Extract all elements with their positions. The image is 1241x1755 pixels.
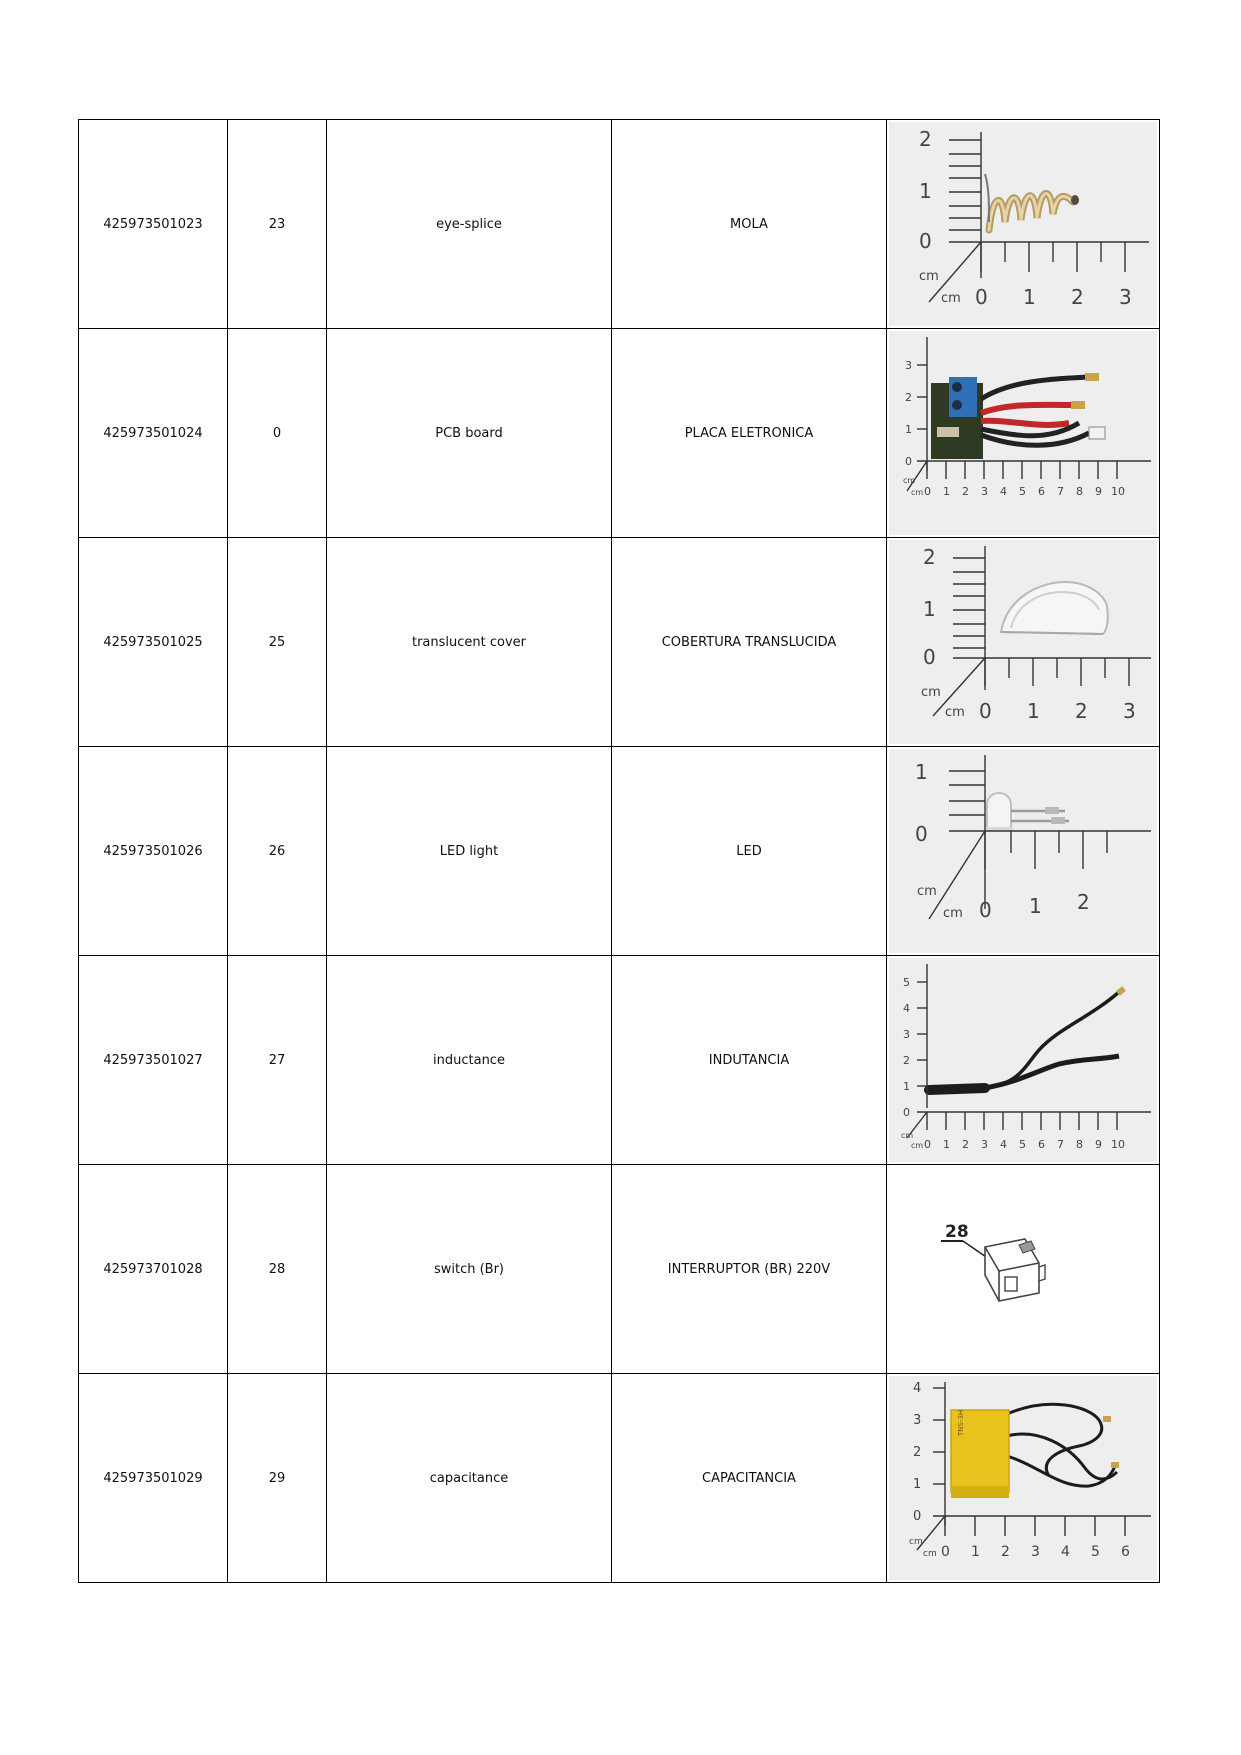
inductance-icon [929,986,1126,1090]
led-icon [985,793,1069,831]
part-photo [887,956,1160,1165]
tick-label: 2 [919,127,932,151]
tick-label: 4 [1061,1544,1070,1560]
tick-label: 0 [979,898,992,922]
item-number: 28 [228,1165,327,1374]
photo-frame [889,122,1157,326]
tick-label: 4 [1000,1138,1007,1151]
item-number: 27 [228,956,327,1165]
tick-label: 3 [1031,1544,1040,1560]
description-pt: INDUTANCIA [612,956,887,1165]
description-en: LED light [327,747,612,956]
tick-label: 0 [924,1138,931,1151]
tick-label: 8 [1076,485,1083,498]
table-row [79,538,1160,747]
part-code: 425973701028 [79,1165,228,1374]
parts-table [78,119,1160,1583]
description-en: switch (Br) [327,1165,612,1374]
tick-label: 1 [913,1477,922,1492]
tick-label: 0 [903,1106,910,1119]
switch-drawing-icon [941,1222,1045,1301]
pcb-board-icon [931,373,1105,459]
tick-label: 1 [1027,699,1040,723]
photo-frame [889,540,1157,744]
tick-label: 1 [905,423,912,436]
table-row [79,1374,1160,1583]
tick-label: 3 [905,359,912,372]
tick-label: 9 [1095,485,1102,498]
photo-frame [889,1376,1157,1580]
part-photo [887,120,1160,329]
photo-frame [889,1167,1157,1371]
photo-frame [889,749,1157,953]
part-photo [887,747,1160,956]
item-number: 23 [228,120,327,329]
tick-label: 9 [1095,1138,1102,1151]
tick-label: 2 [903,1054,910,1067]
tick-label: 5 [1091,1544,1100,1560]
tick-label: 8 [1076,1138,1083,1151]
unit-label: cm [919,269,939,284]
tick-label: 6 [1038,1138,1045,1151]
table-row [79,329,1160,538]
tick-label: 2 [1075,699,1088,723]
tick-label: 0 [923,645,936,669]
unit-label: cm [909,1537,923,1547]
table-row [79,747,1160,956]
part-photo [887,538,1160,747]
tick-label: 4 [1000,485,1007,498]
tick-label: 2 [923,545,936,569]
table-row [79,1165,1160,1374]
tick-label: 0 [975,285,988,309]
pcb-photo [889,331,1157,535]
tick-label: 2 [962,485,969,498]
table-row [79,120,1160,329]
tick-label: 1 [923,597,936,621]
tick-label: 3 [1123,699,1136,723]
description-en: eye-splice [327,120,612,329]
description-en: capacitance [327,1374,612,1583]
tick-label: 7 [1057,1138,1064,1151]
table-row [79,956,1160,1165]
led-photo [889,749,1157,953]
cover-photo [889,540,1157,744]
tick-label: 5 [1019,1138,1026,1151]
description-pt: LED [612,747,887,956]
tick-label: 3 [981,1138,988,1151]
unit-label: cm [917,884,937,899]
part-code: 425973501026 [79,747,228,956]
tick-label: 1 [915,760,928,784]
tick-label: 0 [905,455,912,468]
inductance-photo [889,958,1157,1162]
description-pt: MOLA [612,120,887,329]
description-pt: INTERRUPTOR (BR) 220V [612,1165,887,1374]
tick-label: 1 [943,485,950,498]
part-code: 425973501029 [79,1374,228,1583]
tick-label: 5 [1019,485,1026,498]
description-pt: PLACA ELETRONICA [612,329,887,538]
tick-label: 5 [903,976,910,989]
item-number: 26 [228,747,327,956]
photo-frame [889,958,1157,1162]
part-code: 425973501023 [79,120,228,329]
photo-frame [889,331,1157,535]
tick-label: 2 [962,1138,969,1151]
unit-label: cm [921,685,941,700]
tick-label: 3 [981,485,988,498]
spring-photo [889,122,1157,326]
tick-label: 1 [919,179,932,203]
tick-label: 4 [903,1002,910,1015]
unit-label: cm [941,291,961,306]
tick-label: 4 [913,1381,922,1396]
tick-label: 2 [1077,890,1090,914]
unit-label: cm [923,1549,937,1559]
description-en: translucent cover [327,538,612,747]
tick-label: 10 [1111,485,1125,498]
item-number: 25 [228,538,327,747]
part-photo [887,1165,1160,1374]
capacitor-icon [951,1404,1119,1498]
unit-label: cm [911,1141,924,1150]
part-code: 425973501027 [79,956,228,1165]
tick-label: 6 [1038,485,1045,498]
description-en: PCB board [327,329,612,538]
tick-label: 0 [941,1544,950,1560]
part-code: 425973501024 [79,329,228,538]
description-pt: COBERTURA TRANSLUCIDA [612,538,887,747]
scale-ruler [921,545,1151,723]
tick-label: 6 [1121,1544,1130,1560]
part-photo [887,1374,1160,1583]
tick-label: 0 [919,229,932,253]
tick-label: 3 [913,1413,922,1428]
tick-label: 2 [1071,285,1084,309]
tick-label: 7 [1057,485,1064,498]
svg-text:TNS-3H: TNS-3H [957,1409,965,1436]
unit-label: cm [911,488,924,497]
tick-label: 1 [943,1138,950,1151]
description-pt: CAPACITANCIA [612,1374,887,1583]
scale-ruler [915,755,1151,922]
tick-label: 0 [979,699,992,723]
part-photo [887,329,1160,538]
unit-label: cm [943,906,963,921]
item-number: 0 [228,329,327,538]
translucent-cover-icon [1001,582,1108,634]
item-number: 29 [228,1374,327,1583]
capacitor-photo [889,1376,1157,1580]
callout-number: 28 [945,1222,969,1242]
tick-label: 3 [1119,285,1132,309]
tick-label: 0 [924,485,931,498]
tick-label: 1 [903,1080,910,1093]
tick-label: 2 [1001,1544,1010,1560]
tick-label: 10 [1111,1138,1125,1151]
tick-label: 2 [913,1445,922,1460]
tick-label: 0 [915,822,928,846]
spring-icon [985,174,1079,230]
part-code: 425973501025 [79,538,228,747]
switch-photo [889,1167,1157,1371]
unit-label: cm [901,1131,914,1140]
tick-label: 0 [913,1509,922,1524]
tick-label: 2 [905,391,912,404]
tick-label: 1 [1029,894,1042,918]
unit-label: cm [903,476,916,485]
description-en: inductance [327,956,612,1165]
tick-label: 1 [1023,285,1036,309]
tick-label: 3 [903,1028,910,1041]
unit-label: cm [945,705,965,720]
tick-label: 1 [971,1544,980,1560]
